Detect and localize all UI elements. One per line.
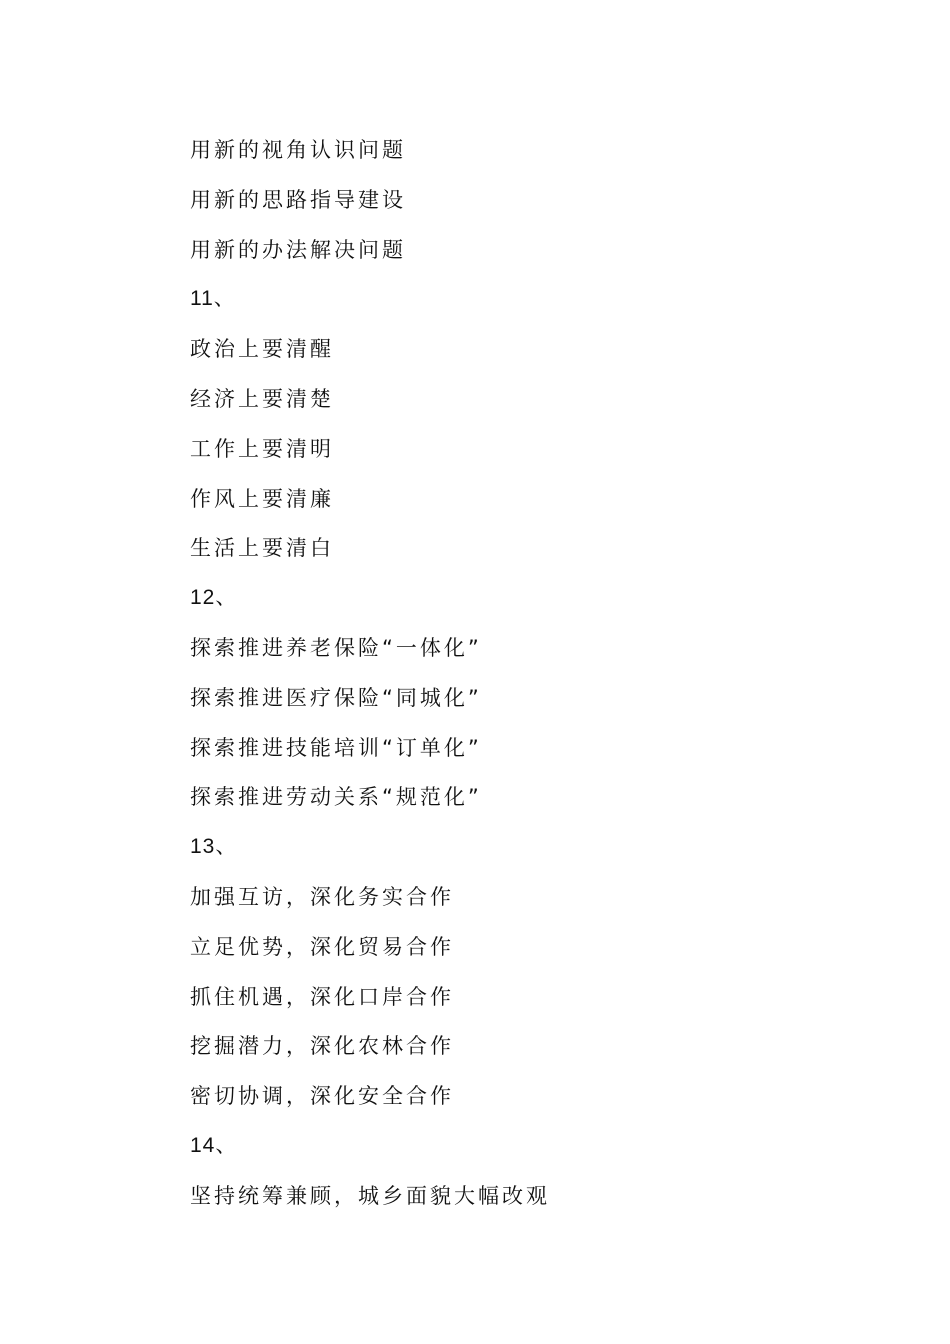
text-line: 抓住机遇，深化口岸合作	[190, 984, 454, 1009]
text-line: 探索推进劳动关系“规范化”	[190, 785, 482, 810]
section-number: 13、	[190, 835, 238, 859]
text-line: 探索推进医疗保险“同城化”	[190, 685, 482, 710]
text-line: 加强互访，深化务实合作	[190, 884, 454, 909]
text-line: 立足优势，深化贸易合作	[190, 934, 454, 959]
text-line: 工作上要清明	[190, 436, 334, 461]
text-line: 探索推进技能培训“订单化”	[190, 735, 482, 760]
section-number: 12、	[190, 586, 238, 610]
text-line: 探索推进养老保险“一体化”	[190, 635, 482, 660]
text-line: 用新的视角认识问题	[190, 138, 406, 162]
text-line: 密切协调，深化安全合作	[190, 1084, 454, 1109]
text-line: 用新的办法解决问题	[190, 237, 406, 262]
text-line: 挖掘潜力，深化农林合作	[190, 1034, 454, 1059]
text-line: 坚持统筹兼顾，城乡面貌大幅改观	[190, 1183, 550, 1208]
text-line: 作风上要清廉	[190, 486, 334, 511]
text-line: 生活上要清白	[190, 536, 334, 561]
text-line: 政治上要清醒	[190, 337, 334, 362]
text-line: 经济上要清楚	[190, 386, 334, 411]
section-number: 11、	[190, 287, 236, 311]
text-line: 用新的思路指导建设	[190, 187, 406, 212]
document-body	[190, 134, 890, 1230]
section-number: 14、	[190, 1133, 238, 1157]
